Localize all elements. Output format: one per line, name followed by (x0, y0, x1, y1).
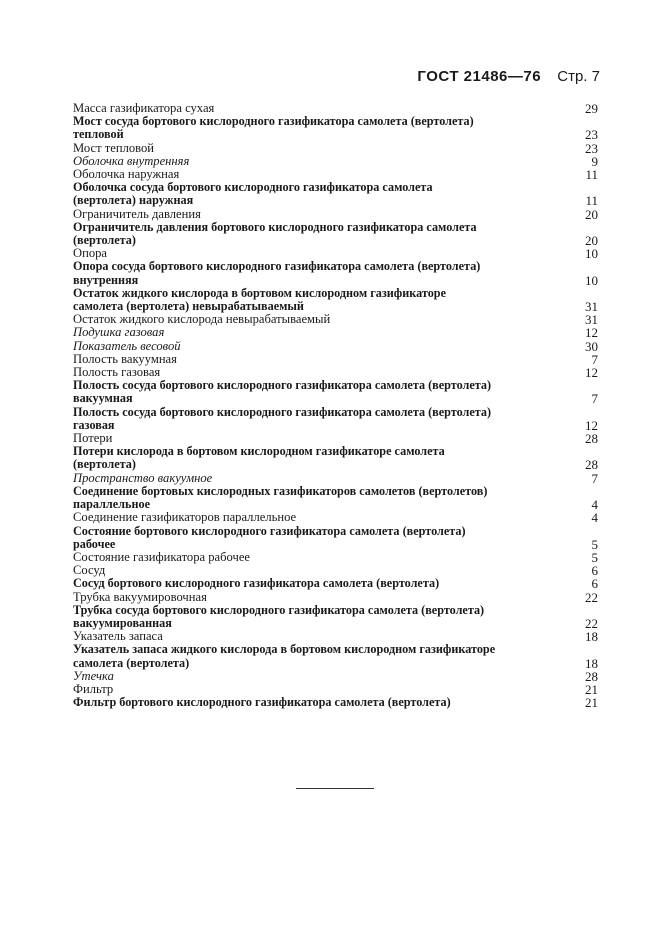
entry-page: 21 (585, 695, 598, 711)
entry-term: Мост сосуда бортового кислородного газификатора самолета (вертолета) тепловой (73, 114, 474, 142)
entry-page: 12 (585, 365, 598, 381)
entry-page: 7 (591, 391, 598, 407)
entry-page: 4 (591, 497, 598, 513)
index-entry (73, 208, 598, 221)
entry-term: Ограничитель давления (73, 206, 201, 221)
index-entry (73, 142, 598, 155)
entry-term: Показатель весовой (73, 338, 181, 353)
index-entry (73, 525, 598, 551)
entry-page: 23 (585, 140, 598, 156)
index-entry (73, 511, 598, 524)
entry-term: Указатель запаса (73, 629, 163, 644)
entry-term: Ограничитель давления бортового кислородного газификатора самолета (вертолета) (73, 219, 477, 248)
index-entry (73, 379, 598, 405)
page-header (0, 68, 600, 85)
entry-term: Подушка газовая (73, 325, 165, 340)
index-entry (73, 551, 598, 564)
entry-term: Масса газификатора сухая (73, 101, 215, 115)
entry-term: Оболочка сосуда бортового кислородного газификатора самолета (вертолета) наружная (73, 180, 433, 208)
entry-term: Фильтр бортового кислородного газификатора самолета (вертолета) (73, 695, 451, 710)
entry-term: Утечка (73, 668, 114, 683)
page-number: Стр. 7 (557, 68, 600, 85)
entry-term: Состояние бортового кислородного газификатора самолета (вертолета) рабочее (73, 523, 466, 551)
index-entry (73, 260, 598, 286)
index-entry (73, 670, 598, 683)
entry-term: Полость сосуда бортового кислородного газификатора самолета (вертолета) газовая (73, 404, 492, 432)
entry-page: 28 (585, 668, 598, 684)
entry-term: Полость сосуда бортового кислородного газификатора самолета (вертолета) вакуумная (73, 378, 492, 406)
index-entry (73, 221, 598, 247)
entry-page: 10 (585, 272, 598, 288)
index-entry (73, 485, 598, 511)
index-entry (73, 643, 598, 669)
entry-term: Соединение бортовых кислородных газификаторов самолетов (вертолетов) параллельное (73, 483, 488, 512)
index-entry (73, 604, 598, 630)
entry-page: 6 (591, 576, 598, 592)
entry-page: 12 (585, 417, 598, 433)
entry-page: 6 (591, 563, 598, 579)
entry-term: Остаток жидкого кислорода в бортовом кислородном газификаторе самолета (вертолета) невырабатываемый (73, 285, 446, 314)
entry-page: 5 (591, 536, 598, 552)
entry-term: Сосуд (73, 563, 106, 578)
entry-term: Полость вакуумная (73, 351, 177, 366)
entry-page: 7 (591, 351, 598, 367)
entry-term: Остаток жидкого кислорода невырабатываемый (73, 312, 331, 327)
entry-page: 20 (585, 206, 598, 222)
entry-page: 31 (585, 299, 598, 315)
entry-page: 11 (585, 193, 598, 209)
entry-term: Сосуд бортового кислородного газификатора самолета (вертолета) (73, 576, 440, 591)
entry-term: Потери (73, 431, 113, 446)
entry-term: Оболочка наружная (73, 167, 180, 182)
index-entry (73, 287, 598, 313)
entry-page: 10 (585, 246, 598, 262)
entry-term: Фильтр (73, 681, 114, 696)
index-entry (73, 326, 598, 339)
entry-page: 31 (585, 312, 598, 328)
entry-page: 4 (591, 510, 598, 526)
entry-page: 22 (585, 589, 598, 605)
entry-page: 11 (585, 167, 598, 183)
entry-page: 12 (585, 325, 598, 341)
entry-term: Опора (73, 246, 108, 261)
entry-page: 7 (591, 470, 598, 486)
entry-term: Соединение газификаторов параллельное (73, 510, 297, 525)
index-entry (73, 406, 598, 432)
entry-page: 28 (585, 457, 598, 473)
index-entry (73, 181, 598, 207)
entry-term: Полость газовая (73, 365, 161, 380)
entry-page: 23 (585, 127, 598, 143)
index-entry (73, 577, 598, 590)
entry-page: 21 (585, 681, 598, 697)
entry-term: Опора сосуда бортового кислородного газификатора самолета (вертолета) внутренняя (73, 259, 481, 287)
entry-term: Указатель запаса жидкого кислорода в бортовом кислородном газификаторе самолета (вертолета) (73, 642, 496, 670)
entry-page: 5 (591, 549, 598, 565)
entry-term: Мост тепловой (73, 140, 155, 155)
entry-page: 29 (585, 101, 598, 116)
entry-page: 18 (585, 655, 598, 671)
entry-term: Трубка сосуда бортового кислородного газификатора самолета (вертолета) вакуумированная (73, 602, 485, 630)
entry-page: 18 (585, 629, 598, 645)
standard-code: ГОСТ 21486—76 (417, 68, 542, 85)
entry-page: 20 (585, 233, 598, 249)
entry-term: Трубка вакуумировочная (73, 589, 207, 604)
index-entry (73, 445, 598, 471)
entry-page: 28 (585, 431, 598, 447)
index-entry (73, 591, 598, 604)
entry-page: 9 (591, 153, 598, 169)
entry-page: 30 (585, 338, 598, 354)
index-entry (73, 696, 598, 709)
index-entry (73, 472, 598, 485)
entry-term: Пространство вакуумное (73, 470, 213, 485)
term-index (73, 102, 598, 709)
entry-term: Состояние газификатора рабочее (73, 549, 251, 564)
entry-page: 22 (585, 615, 598, 631)
entry-term: Потери кислорода в бортовом кислородном газификаторе самолета (вертолета) (73, 444, 445, 472)
entry-term: Оболочка внутренняя (73, 153, 190, 168)
index-entry (73, 115, 598, 141)
end-rule (296, 788, 374, 789)
index-entry (73, 340, 598, 353)
